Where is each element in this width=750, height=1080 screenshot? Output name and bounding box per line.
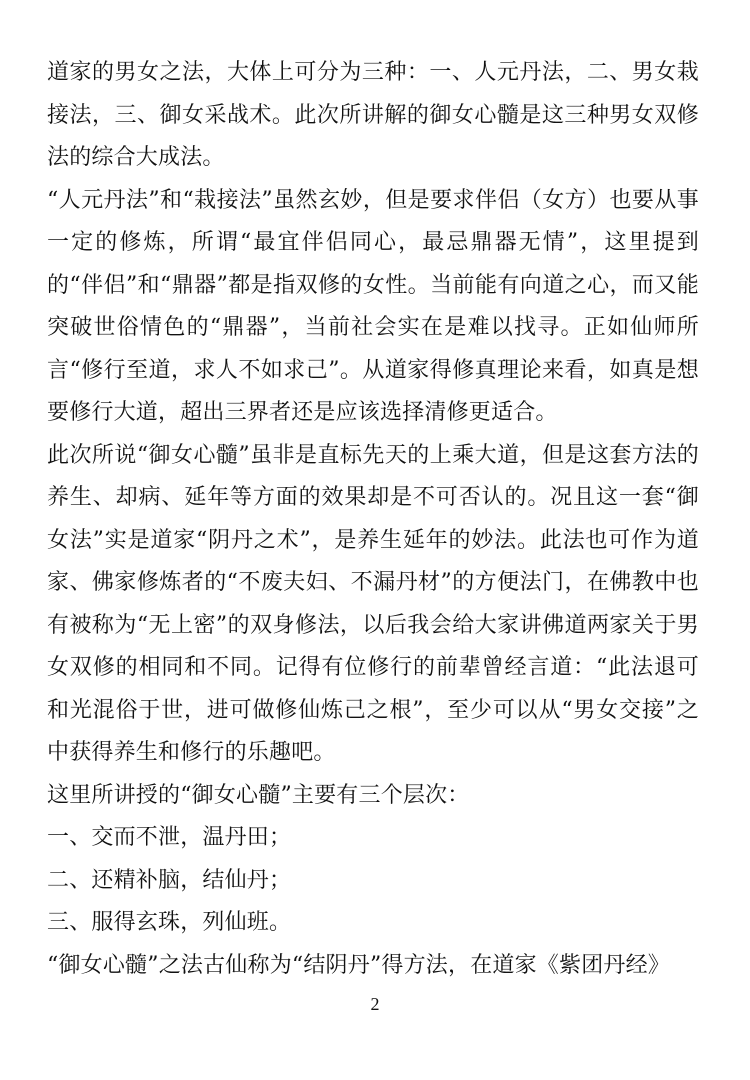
paragraph-renyuan-method: “人元丹法”和“栽接法”虽然玄妙，但是要求伴侣（女方）也要从事一定的修炼，所谓“最宜伴侣同心，最忌鼎器无情”，这里提到的“伴侣”和“鼎器”都是指双修的女性。当前能有向道之心，而又能突破世俗情色的“鼎器”，当前社会实在是难以找寻。正如仙师所言“修行至道，求人不如求己”。从道家得修真理论来看，如真是想要修行大道，超出三界者还是应该选择清修更适合。 <box>47 187 699 425</box>
paragraph-closing: “御女心髓”之法古仙称为“结阴丹”得方法，在道家《紫团丹经》 <box>47 952 670 978</box>
paragraph-three-methods: 道家的男女之法，大体上可分为三种：一、人元丹法，二、男女栽接法，三、御女采战术。此次所讲解的御女心髓是这三种男女双修法的综合大成法。 <box>47 60 699 170</box>
level-item-1: 一、交而不泄，温丹田； <box>47 825 292 850</box>
level-item-2: 二、还精补脑，结仙丹； <box>47 867 292 893</box>
page-body <box>47 52 699 987</box>
paragraph-levels-intro: 这里所讲授的“御女心髓”主要有三个层次： <box>47 782 470 808</box>
level-item-3: 三、服得玄珠，列仙班。 <box>47 910 292 935</box>
page-number: 2 <box>370 994 380 1014</box>
paragraph-yunv-xinsui: 此次所说“御女心髓”虽非是直标先天的上乘大道，但是这套方法的养生、却病、延年等方面的效果却是不可否认的。况且这一套“御女法”实是道家“阴丹之术”，是养生延年的妙法。此法也可作为道家、佛家修炼者的“不废夫妇、不漏丹材”的方便法门，在佛教中也有被称为“无上密”的双身修法，以后我会给大家讲佛道两家关于男女双修的相同和不同。记得有位修行的前辈曾经言道：“此法退可和光混俗于世，进可做修仙炼己之根”，至少可以从“男女交接”之中获得养生和修行的乐趣吧。 <box>47 442 699 765</box>
